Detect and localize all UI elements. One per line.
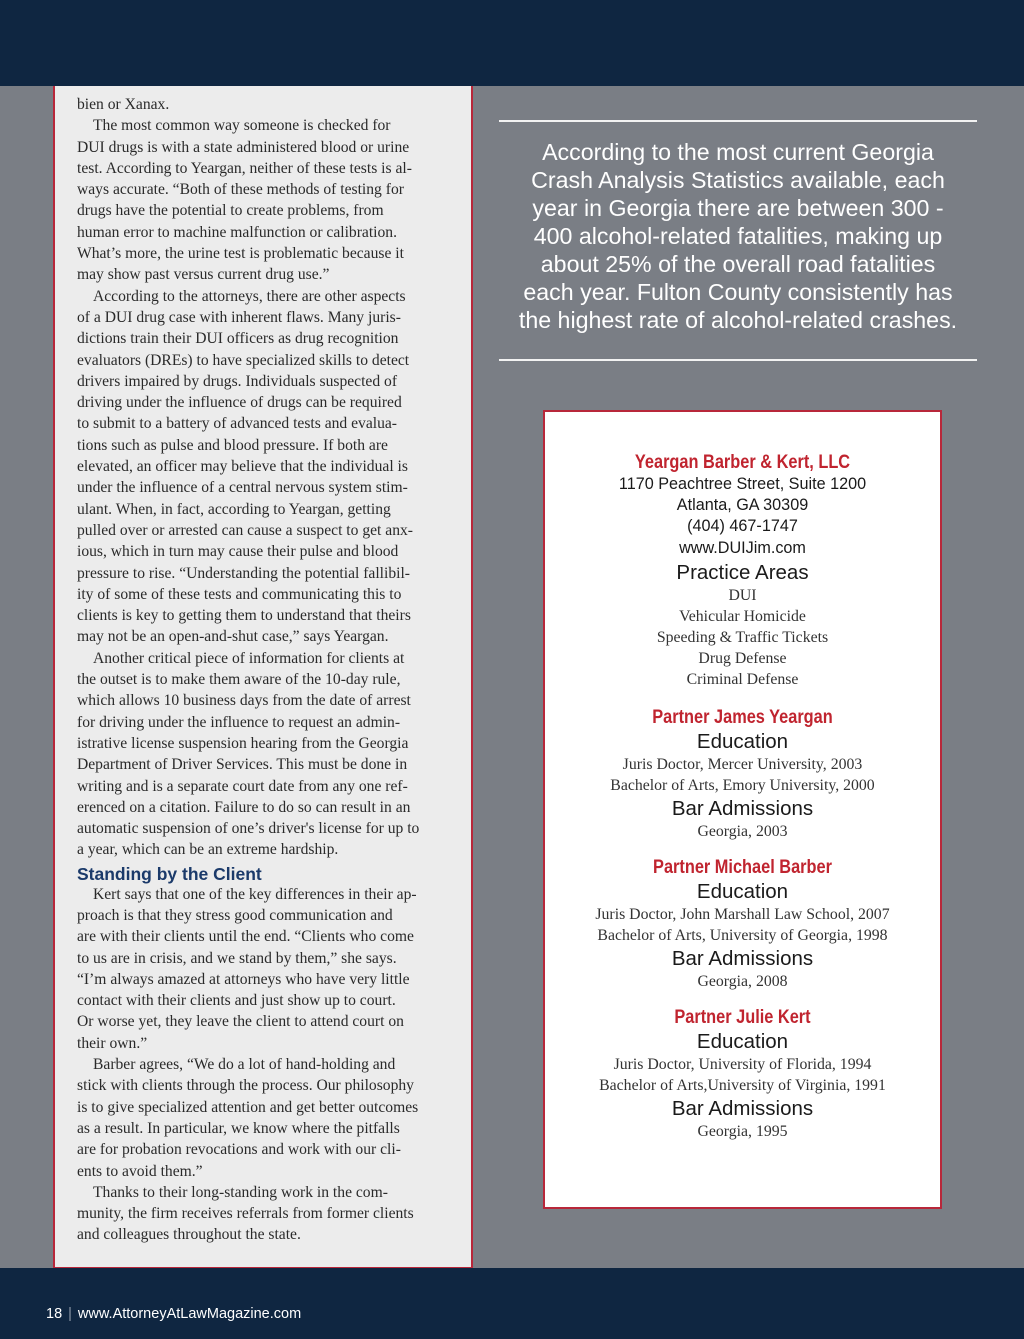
page-number: 18 (46, 1306, 63, 1322)
article-line: drugs have the potential to create problems, from (77, 202, 384, 220)
article-part-2 (77, 884, 449, 1246)
education-entry: Bachelor of Arts, Emory University, 2000 (610, 776, 875, 794)
bar-admissions-heading: Bar Admissions (671, 946, 814, 970)
article-line: The most common way someone is checked for (93, 117, 391, 135)
article-line: Or worse yet, they leave the client to attend court on (77, 1013, 404, 1031)
pull-quote-top-rule (499, 120, 977, 122)
firm-address-line2: Atlanta, GA 30309 (676, 496, 809, 515)
firm-info-box (543, 410, 942, 1209)
article-line: What’s more, the urine test is problematic because it (77, 245, 404, 263)
article-line: may show past versus current drug use.” (77, 266, 330, 284)
header-band (0, 0, 1024, 86)
article-line: human error to machine malfunction or calibration. (77, 223, 397, 241)
article-line: to us are in crisis, and we stand by them,” she says. (77, 949, 397, 967)
article-line: automatic suspension of one’s driver's license for up to (77, 820, 420, 838)
practice-area: Criminal Defense (686, 670, 799, 688)
article-paragraph (77, 884, 449, 1054)
partner-block-yeargan (545, 707, 940, 842)
partner-name: Partner Julie Kert (674, 1006, 811, 1028)
article-line: clients is key to getting them to understand that theirs (77, 607, 411, 625)
article-line: proach is that they stress good communication and (77, 906, 393, 924)
article-paragraph (77, 1182, 449, 1246)
article-line: Another critical piece of information for clients at (93, 649, 405, 667)
bar-admission-entry: Georgia, 2008 (697, 972, 788, 990)
partner-name: Partner Michael Barber (653, 856, 832, 878)
article-line: under the influence of a central nervous system stim- (77, 479, 408, 497)
article-line: ents to avoid them.” (77, 1162, 203, 1180)
article-part-1 (77, 94, 449, 861)
pull-quote (499, 138, 977, 334)
article-line: evaluators (DREs) to have specialized skills to detect (77, 351, 410, 369)
article-line: writing and is a separate court date from any one ref- (77, 777, 408, 795)
article-line: dictions train their DUI officers as drug recognition (77, 330, 399, 348)
article-line: Kert says that one of the key differences in their ap- (93, 885, 417, 903)
article-line: tions such as pulse and blood pressure. If both are (77, 436, 388, 454)
education-heading: Education (696, 879, 789, 903)
footer-separator: | (68, 1306, 72, 1322)
article-line: Department of Driver Services. This must be done in (77, 756, 408, 774)
article-line: “I’m always amazed at attorneys who have very little (77, 970, 410, 988)
pull-quote-line: Crash Analysis Statistics available, each (531, 167, 945, 193)
article-line: ious, which in turn may cause their pulse and blood (77, 543, 399, 561)
article-line: DUI drugs is with a state administered blood or urine (77, 138, 410, 156)
bar-admission-entry: Georgia, 2003 (697, 822, 788, 840)
article-line: istrative license suspension hearing from the Georgia (77, 734, 409, 752)
article-line: According to the attorneys, there are other aspects (93, 287, 406, 305)
article-line: which allows 10 business days from the date of arrest (77, 692, 411, 710)
education-entry: Juris Doctor, John Marshall Law School, 2007 (595, 905, 890, 923)
article-line: are with their clients until the end. “Clients who come (77, 928, 414, 946)
article-line: a year, which can be an extreme hardship. (77, 841, 339, 859)
article-column (53, 86, 473, 1269)
article-line: contact with their clients and just show up to court. (77, 992, 396, 1010)
article-line: pressure to rise. “Understanding the potential fallibil- (77, 564, 411, 582)
pull-quote-line: about 25% of the overall road fatalities (540, 251, 936, 277)
firm-website: www.DUIJim.com (679, 538, 806, 557)
pull-quote-line: the highest rate of alcohol-related crashes. (518, 307, 958, 333)
article-line: for driving under the influence to request an admin- (77, 713, 401, 731)
article-line: bien or Xanax. (77, 96, 170, 113)
article-line: drivers impaired by drugs. Individuals suspected of (77, 372, 398, 390)
practice-area: Drug Defense (698, 649, 787, 667)
article-line: are for probation revocations and work with our cli- (77, 1141, 401, 1159)
article-line: Barber agrees, “We do a lot of hand-holding and (93, 1056, 396, 1074)
practice-area: DUI (728, 586, 757, 604)
article-line: may not be an open-and-shut case,” says Yeargan. (77, 628, 389, 646)
article-line: ways accurate. “Both of these methods of testing for (77, 181, 404, 199)
pull-quote-line: According to the most current Georgia (542, 139, 934, 165)
footer-band (0, 1268, 1024, 1339)
education-heading: Education (696, 729, 789, 753)
practice-area: Vehicular Homicide (679, 607, 806, 625)
partner-name: Partner James Yeargan (652, 706, 833, 728)
article-line: ulant. When, in fact, according to Yeargan, getting (77, 500, 391, 518)
pull-quote-line: 400 alcohol-related fatalities, making up (533, 223, 943, 249)
bar-admissions-heading: Bar Admissions (671, 796, 814, 820)
article-line: their own.” (77, 1034, 148, 1052)
article-line: test. According to Yeargan, neither of these tests is al- (77, 159, 412, 177)
article-line: and colleagues throughout the state. (77, 1226, 301, 1244)
article-line: to submit to a battery of advanced tests and evalua- (77, 415, 397, 433)
article-line: munity, the firm receives referrals from former clients (77, 1205, 414, 1223)
footer-website[interactable]: www.AttorneyAtLawMagazine.com (77, 1306, 302, 1322)
article-line: Thanks to their long-standing work in the com- (93, 1183, 388, 1201)
education-entry: Juris Doctor, University of Florida, 1994 (613, 1055, 872, 1073)
article-line: erenced on a citation. Failure to do so can result in an (77, 798, 411, 816)
pull-quote-line: each year. Fulton County consistently has (523, 279, 953, 305)
education-entry: Bachelor of Arts,University of Virginia, 1991 (599, 1076, 886, 1094)
bar-admissions-heading: Bar Admissions (671, 1096, 814, 1120)
partner-block-barber (545, 857, 940, 992)
partner-block-kert (545, 1007, 940, 1142)
article-line: ity of some of these tests and communicating this to (77, 585, 402, 603)
article-paragraph (77, 286, 449, 648)
article-line: elevated, an officer may believe that the individual is (77, 458, 408, 476)
article-line: pulled over or arrested can cause a suspect to get anx- (77, 521, 413, 539)
practice-area: Speeding & Traffic Tickets (656, 628, 829, 646)
pull-quote-line: year in Georgia there are between 300 - (532, 195, 944, 221)
education-entry: Juris Doctor, Mercer University, 2003 (622, 755, 863, 773)
article-subheading: Standing by the Client (77, 863, 262, 884)
article-paragraph (77, 648, 449, 861)
bar-admission-entry: Georgia, 1995 (697, 1122, 788, 1140)
firm-phone: (404) 467-1747 (687, 517, 798, 536)
article-line: as a result. In particular, we know where the pitfalls (77, 1119, 400, 1137)
practice-areas-heading: Practice Areas (676, 560, 809, 584)
article-paragraph (77, 94, 449, 115)
article-line: driving under the influence of drugs can be required (77, 394, 402, 412)
firm-address-line1: 1170 Peachtree Street, Suite 1200 (618, 475, 867, 493)
article-line: stick with clients through the process. Our philosophy (77, 1077, 414, 1095)
practice-areas-list (545, 585, 940, 690)
article-paragraph (77, 1054, 449, 1182)
article-paragraph (77, 115, 449, 285)
page-footer (46, 1306, 301, 1322)
article-line: is to give specialized attention and get better outcomes (77, 1098, 419, 1116)
article-line: the outset is to make them aware of the 10-day rule, (77, 671, 401, 689)
pull-quote-bottom-rule (499, 359, 977, 361)
firm-name: Yeargan Barber & Kert, LLC (634, 452, 851, 473)
education-entry: Bachelor of Arts, University of Georgia, 1998 (597, 926, 888, 944)
education-heading: Education (696, 1029, 789, 1053)
article-line: of a DUI drug case with inherent flaws. Many juris- (77, 308, 401, 326)
